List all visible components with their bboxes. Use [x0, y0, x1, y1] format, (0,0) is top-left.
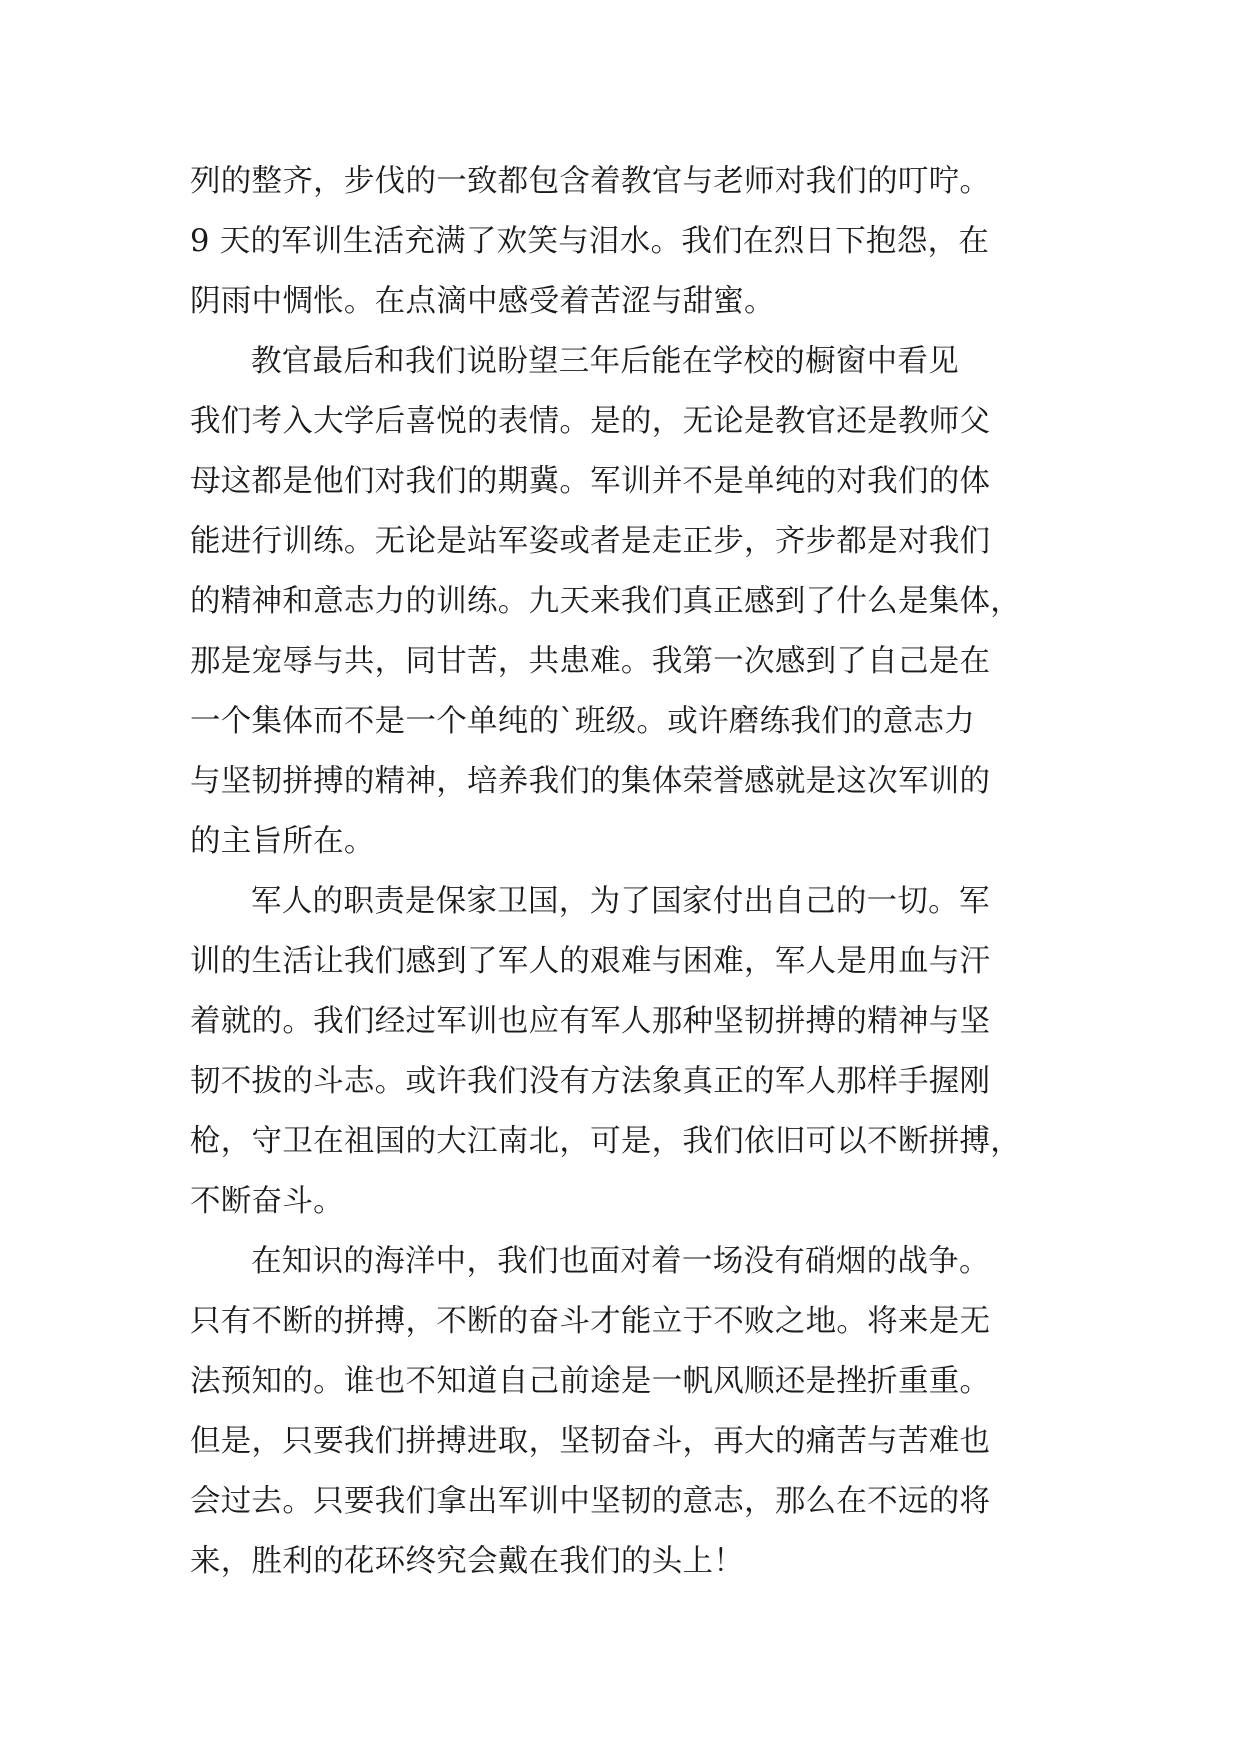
text-line: 那是宠辱与共，同甘苦，共患难。我第一次感到了自己是在	[190, 644, 991, 679]
text-line: 枪，守卫在祖国的大江南北，可是，我们依旧可以不断拼搏，	[190, 1124, 1022, 1159]
text-line: 训的生活让我们感到了军人的艰难与困难，军人是用血与汗	[190, 944, 991, 979]
document-body	[190, 152, 1050, 1592]
text-line: 的精神和意志力的训练。九天来我们真正感到了什么是集体，	[190, 584, 1022, 619]
text-line: 与坚韧拼搏的精神，培养我们的集体荣誉感就是这次军训的	[190, 764, 991, 799]
text-line: 列的整齐，步伐的一致都包含着教官与老师对我们的叮咛。	[190, 164, 991, 199]
text-line: 会过去。只要我们拿出军训中坚韧的意志，那么在不远的将	[190, 1484, 991, 1519]
paragraph-first-line: 教官最后和我们说盼望三年后能在学校的橱窗中看见	[251, 344, 959, 379]
text-line: 来，胜利的花环终究会戴在我们的头上！	[190, 1544, 745, 1579]
text-line: 一个集体而不是一个单纯的`班级。或许磨练我们的意志力	[190, 704, 976, 739]
paragraph-first-line: 军人的职责是保家卫国，为了国家付出自己的一切。军	[251, 884, 990, 919]
text-line: 只有不断的拼搏，不断的奋斗才能立于不败之地。将来是无	[190, 1304, 991, 1339]
text-line: 但是，只要我们拼搏进取，坚韧奋斗，再大的痛苦与苦难也	[190, 1424, 991, 1459]
text-line: 的主旨所在。	[190, 824, 375, 859]
paragraph-first-line: 在知识的海洋中，我们也面对着一场没有硝烟的战争。	[251, 1244, 990, 1279]
text-line: 能进行训练。无论是站军姿或者是走正步，齐步都是对我们	[190, 524, 991, 559]
text-line: 法预知的。谁也不知道自己前途是一帆风顺还是挫折重重。	[190, 1364, 991, 1399]
text-line: 母这都是他们对我们的期冀。军训并不是单纯的对我们的体	[190, 464, 991, 499]
text-line: 我们考入大学后喜悦的表情。是的，无论是教官还是教师父	[190, 404, 991, 439]
text-line: 韧不拔的斗志。或许我们没有方法象真正的军人那样手握刚	[190, 1064, 991, 1099]
text-line: 阴雨中惆怅。在点滴中感受着苦涩与甜蜜。	[190, 284, 775, 319]
text-line: 着就的。我们经过军训也应有军人那种坚韧拼搏的精神与坚	[190, 1004, 991, 1039]
text-line: 不断奋斗。	[190, 1184, 344, 1219]
text-line: 9 天的军训生活充满了欢笑与泪水。我们在烈日下抱怨，在	[190, 224, 990, 259]
